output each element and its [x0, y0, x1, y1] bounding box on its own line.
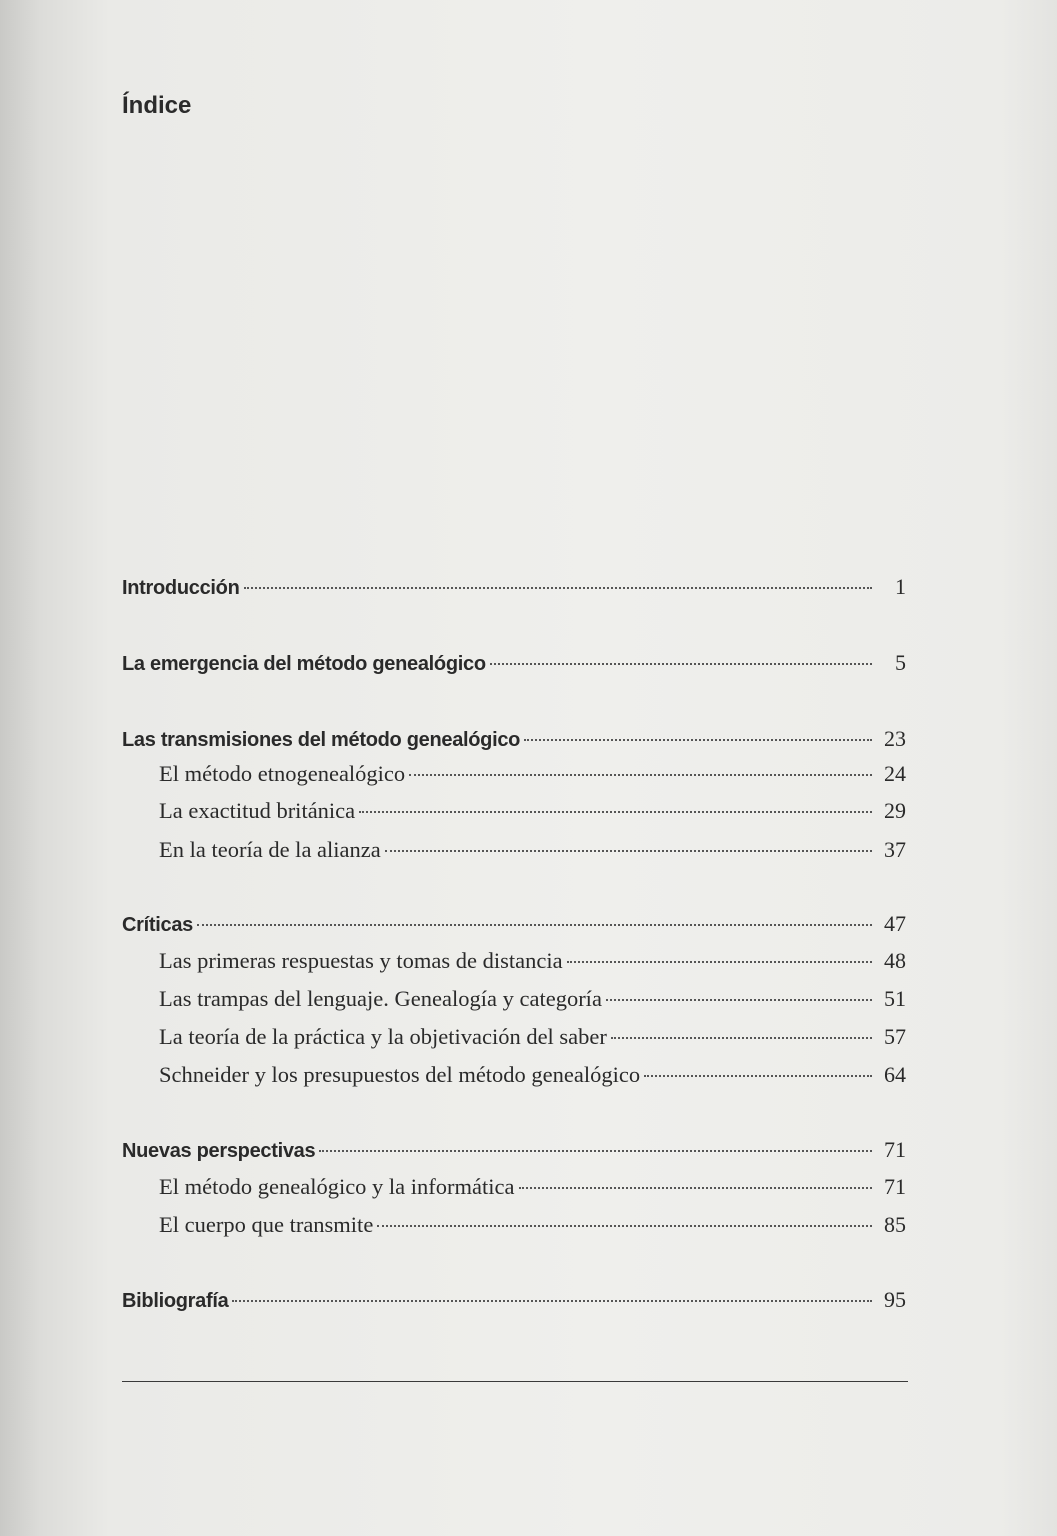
dot-leader	[385, 850, 872, 852]
toc-entry-page: 51	[884, 986, 906, 1011]
toc-entry-label: Las transmisiones del método genealógico	[122, 729, 521, 751]
toc-entry-bibliografia	[122, 1287, 906, 1317]
toc-entry-informatica	[159, 1174, 906, 1204]
dot-leader	[490, 663, 872, 665]
dot-leader	[244, 587, 872, 589]
toc-entry-label: Introducción	[122, 577, 240, 599]
toc-entry-emergencia	[122, 650, 906, 680]
toc-entry-page: 85	[884, 1212, 906, 1237]
toc-entry-page: 1	[895, 574, 906, 599]
toc-entry-trampas-lenguaje	[159, 986, 906, 1016]
dot-leader	[232, 1300, 872, 1302]
toc-entry-schneider	[159, 1062, 906, 1092]
dot-leader	[644, 1075, 872, 1077]
toc-entry-etnogenealogico	[159, 761, 906, 791]
dot-leader	[377, 1225, 872, 1227]
dot-leader	[519, 1187, 873, 1189]
toc-entry-label: El cuerpo que transmite	[159, 1212, 374, 1237]
toc-entry-primeras-respuestas	[159, 948, 906, 978]
toc-entry-teoria-practica	[159, 1024, 906, 1054]
toc-entry-alianza	[159, 837, 906, 867]
toc-entry-page: 48	[884, 948, 906, 973]
toc-entry-label: Schneider y los presupuestos del método genealógico	[159, 1062, 641, 1087]
toc-entry-label: Críticas	[122, 914, 193, 936]
toc-entry-page: 57	[884, 1024, 906, 1049]
dot-leader	[409, 774, 872, 776]
toc-entry-label: En la teoría de la alianza	[159, 837, 381, 862]
toc-entry-nuevas-perspectivas	[122, 1137, 906, 1167]
toc-entry-page: 47	[884, 911, 906, 936]
page-title: Índice	[122, 92, 192, 119]
toc-entry-label: Bibliografía	[122, 1290, 229, 1312]
toc-entry-page: 71	[884, 1174, 906, 1199]
toc-entry-cuerpo	[159, 1212, 906, 1242]
toc-entry-introduccion	[122, 574, 906, 604]
dot-leader	[359, 811, 872, 813]
toc-entry-page: 71	[884, 1137, 906, 1162]
toc-entry-label: Las trampas del lenguaje. Genealogía y categoría	[159, 986, 602, 1011]
toc-entry-label: El método etnogenealógico	[159, 761, 406, 786]
dot-leader	[319, 1150, 872, 1152]
toc-entry-label: Nuevas perspectivas	[122, 1140, 316, 1162]
toc-entry-criticas	[122, 911, 906, 941]
dot-leader	[567, 961, 872, 963]
toc-entry-label: El método genealógico y la informática	[159, 1174, 515, 1199]
toc-entry-label: La teoría de la práctica y la objetivación del saber	[159, 1024, 607, 1049]
toc-entry-page: 5	[895, 650, 906, 675]
toc-entry-page: 64	[884, 1062, 906, 1087]
toc-entry-page: 37	[884, 837, 906, 862]
dot-leader	[606, 999, 872, 1001]
toc-entry-page: 24	[884, 761, 906, 786]
dot-leader	[611, 1037, 872, 1039]
toc-entry-page: 23	[884, 726, 906, 751]
toc-entry-label: La emergencia del método genealógico	[122, 653, 486, 675]
toc-entry-label: Las primeras respuestas y tomas de distancia	[159, 948, 563, 973]
toc-entry-page: 95	[884, 1287, 906, 1312]
bottom-rule	[122, 1381, 908, 1382]
toc-entry-label: La exactitud británica	[159, 798, 356, 823]
dot-leader	[524, 739, 872, 741]
toc-entry-page: 29	[884, 798, 906, 823]
dot-leader	[197, 924, 872, 926]
toc-entry-exactitud	[159, 798, 906, 828]
toc-entry-transmisiones	[122, 726, 906, 756]
